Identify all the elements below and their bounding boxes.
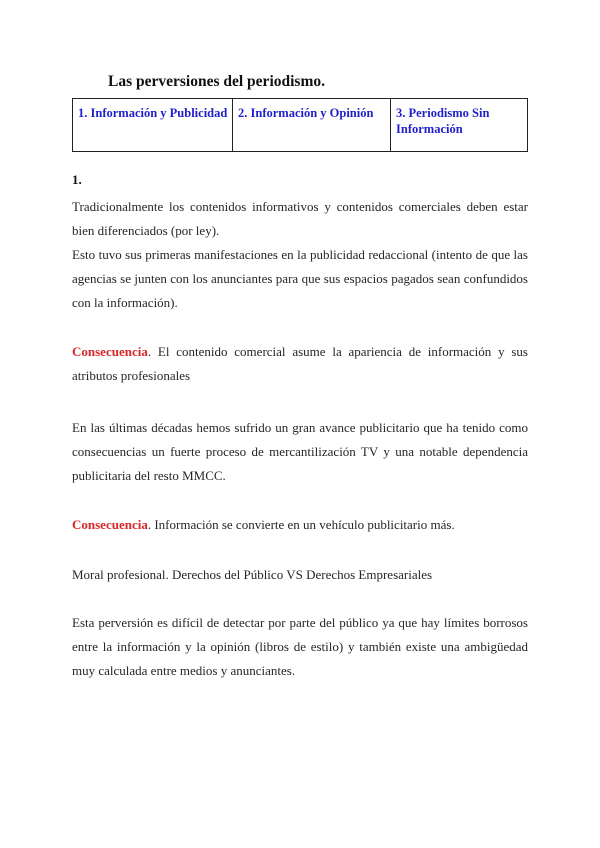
topic-cell-1[interactable]: 1. Información y Publicidad (73, 99, 233, 152)
paragraph-1: Tradicionalmente los contenidos informativos y contenidos comerciales deben estar bien diferenciados (por ley). (72, 199, 528, 238)
topic-cell-2[interactable]: 2. Información y Opinión (233, 99, 391, 152)
consequence-paragraph-2 (72, 513, 528, 537)
consequence-text: . Información se convierte en un vehículo publicitario más. (147, 517, 455, 532)
topics-row (73, 99, 528, 152)
paragraph-3: En las últimas décadas hemos sufrido un gran avance publicitario que ha tenido como consecuencias un fuerte proceso de mercantilización TV y una notable dependencia publicitaria del resto MMCC. (72, 420, 528, 483)
section-number: 1. (72, 172, 82, 187)
paragraph-2: Esto tuvo sus primeras manifestaciones en la publicidad redaccional (intento de que las agencias se junten con los anunciantes para que sus espacios pagados sean confundidos con la información). (72, 247, 528, 310)
consequence-text: . El contenido comercial asume la apariencia de información y sus atributos profesionales (72, 344, 528, 383)
consequence-label: Consecuencia (72, 344, 148, 359)
topics-table (72, 98, 528, 152)
paragraph-4: Moral profesional. Derechos del Público VS Derechos Empresariales (72, 567, 433, 582)
consequence-label: Consecuencia (72, 517, 148, 532)
topic-cell-3[interactable]: 3. Periodismo Sin Información (391, 99, 528, 152)
paragraph-5: Esta perversión es difícil de detectar por parte del público ya que hay límites borrosos entre la información y la opinión (libros de estilo) y también existe una ambigüedad muy calculada entre medios y anunciantes. (72, 615, 528, 678)
consequence-paragraph-1 (72, 340, 528, 388)
page-title: Las perversiones del periodismo. (108, 73, 325, 90)
